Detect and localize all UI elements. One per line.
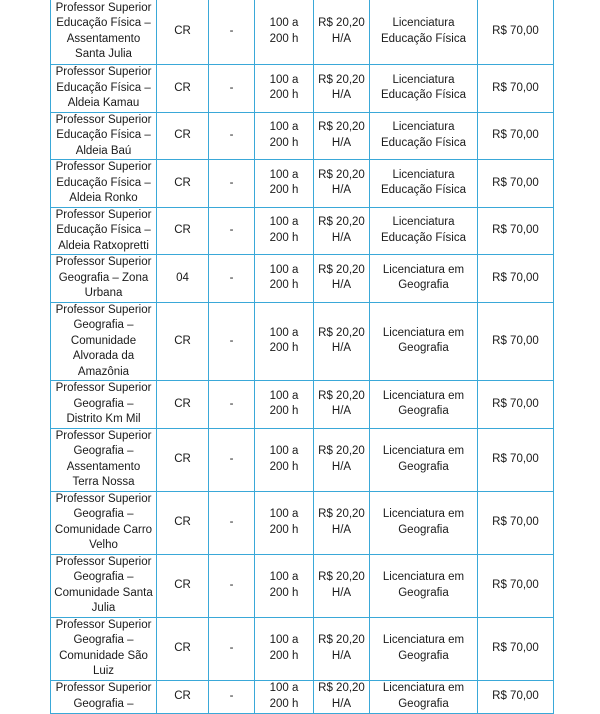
cargo-cell [51,207,157,255]
cargo-cell-line: Luiz [92,665,115,677]
vencimento-cell-line: H/A [331,342,352,355]
cargo-cell-line: Comunidade [70,334,137,347]
vencimento-cell [314,0,370,65]
vagas-cell: CR [157,381,209,429]
requisito-cell [370,491,478,554]
carga-horaria-cell-line: 100 a [269,571,299,583]
requisito-cell-line: Licenciatura em [382,571,465,583]
carga-horaria-cell-line: 200 h [269,649,299,662]
cargo-cell-line: Distrito Km Mil [66,413,141,425]
cargo-cell-line: Aldeia Ronko [69,192,138,204]
requisito-cell-line: Geografia [398,279,449,292]
requisito-cell-line: Licenciatura [392,17,455,29]
vencimento-cell-line: H/A [331,460,352,473]
cargo-cell-line: Geografia – [73,445,134,457]
cargo-cell-line: Comunidade São [59,649,148,662]
requisito-cell-line: Geografia [398,523,449,536]
vagas-cell: CR [157,207,209,255]
cargo-cell-line: Professor Superior [55,161,152,173]
cargo-cell [51,0,157,65]
carga-horaria-cell [255,0,314,65]
requisito-cell [370,112,478,160]
vencimento-cell-line: H/A [331,405,352,418]
cargo-cell-line: Geografia – [73,634,134,646]
carga-horaria-cell [255,617,314,680]
carga-horaria-cell [255,207,314,255]
cargo-cell-line: Geografia – [73,397,134,410]
vencimento-cell-line: R$ 20,20 [318,168,365,181]
cargo-cell-line: Geografia – Zona [58,271,149,284]
cargo-cell-line: Comunidade Carro [54,523,153,536]
carga-horaria-cell-line: 100 a [269,121,299,134]
requisito-cell-line: Educação Física [380,231,466,244]
vencimento-cell [314,302,370,381]
requisito-cell [370,617,478,680]
taxa-cell: R$ 70,00 [478,255,554,303]
requisito-cell [370,0,478,65]
carga-horaria-cell [255,554,314,617]
pcd-cell: - [209,0,255,65]
carga-horaria-cell [255,491,314,554]
cargo-cell-line: Professor Superior [55,1,152,14]
cargo-cell-line: Educação Física – [56,17,151,29]
requisito-cell-line: Licenciatura [392,121,455,134]
vencimento-cell-line: H/A [331,184,352,197]
cargo-cell-line: Educação Física – [56,81,151,94]
cargo-cell [51,160,157,208]
requisito-cell-line: Licenciatura em [382,634,465,646]
vencimento-cell-line: H/A [331,136,352,149]
cargo-cell [51,65,157,113]
pcd-cell: - [209,554,255,617]
cargo-cell-line: Alvorada da [72,350,135,362]
vencimento-cell-line: H/A [331,649,352,662]
cargo-cell-line: Julia [91,602,116,614]
pcd-cell: - [209,680,255,713]
taxa-cell: R$ 70,00 [478,680,554,713]
vencimento-cell-line: H/A [331,697,352,710]
requisito-cell [370,207,478,255]
vencimento-cell [314,617,370,680]
vagas-cell: CR [157,302,209,381]
vagas-cell: CR [157,617,209,680]
vencimento-cell-line: H/A [331,279,352,292]
carga-horaria-cell-line: 200 h [269,184,299,197]
cargo-cell-line: Professor Superior [55,492,152,505]
vagas-cell: CR [157,0,209,65]
cargo-cell-line: Professor Superior [55,303,152,316]
vencimento-cell-line: R$ 20,20 [318,682,365,694]
requisito-cell [370,381,478,429]
cargo-cell [51,255,157,303]
carga-horaria-cell-line: 100 a [269,168,299,181]
carga-horaria-cell-line: 200 h [269,279,299,292]
vencimento-cell-line: R$ 20,20 [318,571,365,583]
pcd-cell: - [209,617,255,680]
cargo-cell [51,302,157,381]
taxa-cell: R$ 70,00 [478,65,554,113]
requisito-cell [370,65,478,113]
requisito-cell [370,680,478,713]
pcd-cell: - [209,112,255,160]
carga-horaria-cell-line: 200 h [269,342,299,355]
vagas-cell: CR [157,680,209,713]
carga-horaria-cell-line: 200 h [269,89,299,102]
vencimento-cell [314,160,370,208]
vagas-cell: CR [157,112,209,160]
table-row [51,160,554,208]
requisito-cell-line: Geografia [398,342,449,355]
cargo-cell-line: Educação Física – [56,176,151,189]
carga-horaria-cell-line: 200 h [269,32,299,45]
requisito-cell [370,160,478,208]
table-row [51,207,554,255]
carga-horaria-cell-line: 200 h [269,405,299,418]
carga-horaria-cell-line: 100 a [269,508,299,520]
cargo-cell-line: Geografia – [73,697,134,710]
cargo-cell-line: Aldeia Kamau [67,97,140,109]
cargo-cell [51,554,157,617]
requisito-cell-line: Licenciatura em [382,389,465,402]
taxa-cell: R$ 70,00 [478,302,554,381]
requisito-cell [370,302,478,381]
carga-horaria-cell-line: 100 a [269,73,299,86]
requisito-cell-line: Educação Física [380,89,466,102]
carga-horaria-cell [255,428,314,491]
carga-horaria-cell [255,255,314,303]
carga-horaria-cell-line: 100 a [269,17,299,29]
carga-horaria-cell [255,112,314,160]
cargo-cell-line: Geografia – [73,571,134,583]
vagas-cell: CR [157,65,209,113]
vencimento-cell-line: R$ 20,20 [318,508,365,520]
carga-horaria-cell [255,381,314,429]
cargo-cell-line: Aldeia Ratxopretti [58,239,149,252]
carga-horaria-cell-line: 100 a [269,326,299,339]
taxa-cell: R$ 70,00 [478,617,554,680]
cargo-cell [51,680,157,713]
cargo-cell-line: Professor Superior [55,682,152,694]
pcd-cell: - [209,160,255,208]
requisito-cell-line: Licenciatura [392,168,455,181]
vencimento-cell [314,381,370,429]
cargo-cell-line: Professor Superior [55,113,152,126]
requisito-cell [370,554,478,617]
table-row [51,302,554,381]
carga-horaria-cell-line: 200 h [269,231,299,244]
taxa-cell: R$ 70,00 [478,160,554,208]
vencimento-cell-line: R$ 20,20 [318,17,365,29]
vencimento-cell-line: R$ 20,20 [318,634,365,646]
cargo-cell [51,112,157,160]
vencimento-cell [314,207,370,255]
carga-horaria-cell-line: 100 a [269,682,299,694]
requisito-cell-line: Geografia [398,460,449,473]
vencimento-cell [314,680,370,713]
table-row [51,0,554,65]
vencimento-cell [314,491,370,554]
cargo-cell [51,428,157,491]
table-body [51,0,554,713]
vagas-cell: CR [157,160,209,208]
table-row [51,617,554,680]
vencimento-cell-line: R$ 20,20 [318,73,365,86]
taxa-cell: R$ 70,00 [478,491,554,554]
vencimento-cell-line: R$ 20,20 [318,121,365,134]
vencimento-cell-line: H/A [331,231,352,244]
cargo-cell-line: Aldeia Baú [75,144,132,157]
cargo-cell-line: Geografia – [73,319,134,331]
table-row [51,65,554,113]
carga-horaria-cell-line: 100 a [269,445,299,457]
pcd-cell: - [209,255,255,303]
carga-horaria-cell-line: 100 a [269,216,299,229]
cargo-cell-line: Assentamento [66,32,141,45]
taxa-cell: R$ 70,00 [478,207,554,255]
requisito-cell-line: Geografia [398,697,449,710]
table-row [51,428,554,491]
requisito-cell-line: Licenciatura em [382,682,465,694]
cargo-cell-line: Geografia – [73,508,134,520]
pcd-cell: - [209,428,255,491]
cargo-cell-line: Educação Física – [56,129,151,141]
vencimento-cell [314,554,370,617]
vencimento-cell [314,255,370,303]
cargo-cell-line: Santa Julia [75,48,132,60]
vencimento-cell-line: H/A [331,32,352,45]
requisito-cell-line: Educação Física [380,184,466,197]
requisito-cell-line: Licenciatura em [382,508,465,520]
cargo-cell-line: Professor Superior [55,618,152,631]
carga-horaria-cell-line: 200 h [269,586,299,599]
table-row [51,381,554,429]
taxa-cell: R$ 70,00 [478,381,554,429]
cargo-cell-line: Professor Superior [55,382,152,394]
cargo-cell-line: Urbana [84,287,123,299]
requisito-cell-line: Licenciatura [392,216,455,229]
cargo-cell [51,617,157,680]
carga-horaria-cell [255,65,314,113]
positions-table [50,0,554,714]
table-row [51,112,554,160]
cargo-cell-line: Educação Física – [56,224,151,236]
cargo-cell-line: Professor Superior [55,429,152,442]
cargo-cell-line: Amazônia [77,365,130,378]
cargo-cell-line: Professor Superior [55,256,152,268]
carga-horaria-cell-line: 100 a [269,634,299,646]
cargo-cell-line: Professor Superior [55,555,152,568]
pcd-cell: - [209,491,255,554]
vencimento-cell [314,112,370,160]
carga-horaria-cell-line: 200 h [269,460,299,473]
requisito-cell-line: Licenciatura [392,73,455,86]
vencimento-cell-line: H/A [331,523,352,536]
taxa-cell: R$ 70,00 [478,428,554,491]
requisito-cell-line: Licenciatura em [382,263,465,276]
cargo-cell-line: Professor Superior [55,208,152,221]
vencimento-cell-line: H/A [331,586,352,599]
requisito-cell [370,428,478,491]
requisito-cell-line: Licenciatura em [382,445,465,457]
requisito-cell-line: Licenciatura em [382,326,465,339]
requisito-cell-line: Geografia [398,586,449,599]
requisito-cell-line: Educação Física [380,136,466,149]
pcd-cell: - [209,65,255,113]
vagas-cell: CR [157,491,209,554]
carga-horaria-cell-line: 200 h [269,136,299,149]
carga-horaria-cell [255,680,314,713]
table-row [51,491,554,554]
table-row [51,680,554,713]
cargo-cell-line: Professor Superior [55,66,152,78]
vencimento-cell-line: R$ 20,20 [318,326,365,339]
vagas-cell: CR [157,554,209,617]
carga-horaria-cell-line: 100 a [269,389,299,402]
cargo-cell-line: Comunidade Santa [54,586,153,599]
cargo-cell-line: Assentamento [66,460,141,473]
carga-horaria-cell [255,302,314,381]
taxa-cell: R$ 70,00 [478,554,554,617]
vencimento-cell [314,428,370,491]
pcd-cell: - [209,207,255,255]
vencimento-cell-line: R$ 20,20 [318,445,365,457]
requisito-cell-line: Geografia [398,649,449,662]
requisito-cell [370,255,478,303]
vencimento-cell-line: R$ 20,20 [318,216,365,229]
requisito-cell-line: Geografia [398,405,449,418]
vagas-cell: 04 [157,255,209,303]
vencimento-cell-line: R$ 20,20 [318,263,365,276]
vencimento-cell-line: R$ 20,20 [318,389,365,402]
table-row [51,554,554,617]
vencimento-cell-line: H/A [331,89,352,102]
pcd-cell: - [209,381,255,429]
carga-horaria-cell-line: 100 a [269,263,299,276]
carga-horaria-cell-line: 200 h [269,523,299,536]
carga-horaria-cell-line: 200 h [269,697,299,710]
cargo-cell-line: Terra Nossa [72,476,135,488]
cargo-cell [51,491,157,554]
pcd-cell: - [209,302,255,381]
vencimento-cell [314,65,370,113]
taxa-cell: R$ 70,00 [478,112,554,160]
vagas-cell: CR [157,428,209,491]
requisito-cell-line: Educação Física [380,32,466,45]
carga-horaria-cell [255,160,314,208]
taxa-cell: R$ 70,00 [478,0,554,65]
table-row [51,255,554,303]
cargo-cell [51,381,157,429]
cargo-cell-line: Velho [89,539,118,551]
